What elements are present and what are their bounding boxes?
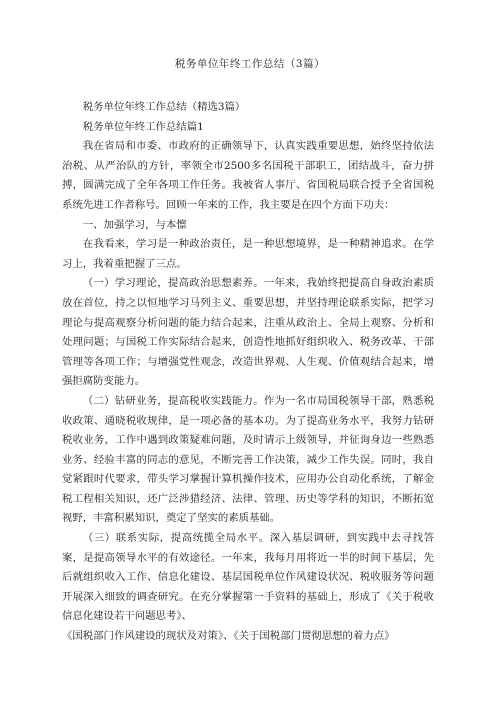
paragraph-intro: 我在省局和市委、市政府的正确领导下，认真实践重要思想，始终坚持依法治税、从严治队的方针，率领全市2500多名国税干部职工，团结战斗，奋力拼搏，圆满完成了全年各项工作任务。我被省人事厅、省国税局联合授予全省国税系统先进工作者称号。回顾一年来的工作，我主要是在四个方面下功夫： (62, 140, 434, 211)
paragraph-reports-line: 《国税部门作风建设的现状及对策》、《关于国税部门贯彻思想的着力点》 (62, 630, 395, 643)
article-heading: 税务单位年终工作总结篇1 (82, 120, 204, 133)
document-title: 税务单位年终工作总结（3篇） (174, 58, 326, 70)
document-subtitle: 税务单位年终工作总结（精选3篇） (82, 101, 246, 113)
paragraph-business: （二）钻研业务，提高税收实践能力。作为一名市局国税领导干部，熟悉税收政策、通晓税收规律，是一项必备的基本功。为了提高业务水平，我努力钻研税收业务，工作中遇到政策疑难问题，及时请示上级领导，并征询身边一些熟悉业务、经验丰富的同志的意见，不断完善工作决策，减少工作失误。同时，我自觉紧跟时代要求，带头学习掌握计算机操作技术，应用办公自动化系统，了解金税工程相关知识，还广泛涉猎经济、法律、管理、历史等学科的知识，不断拓宽视野，丰富积累知识，奠定了坚实的素质基础。 (62, 394, 434, 525)
paragraph-theory: （一）学习理论，提高政治思想素养。一年来，我始终把提高自身政治素质放在首位，持之以恒地学习马列主义、重要思想，并坚持理论联系实际，把学习理论与提高观察分析问题的能力结合起来，注重从政治上、全局上观察、分析和处理问题；与国税工作实际结合起来，创造性地抓好组织收入、税务改革、干部管理等各项工作；与增强党性观念，改造世界观、人生观、价值观结合起来，增强拒腐防变能力。 (62, 277, 434, 388)
paragraph-study-view: 在我看来，学习是一种政治责任，是一种思想境界，是一种精神追求。在学习上，我着重把握了三点。 (62, 238, 434, 270)
paragraph-practice: （三）联系实际，提高统揽全局水平。深入基层调研，到实践中去寻找答案，是提高领导水平的有效途径。一年来，我每月用将近一半的时间下基层，先后就组织收入工作、信息化建设、基层国税单位作风建设状况、税收服务等问题开展深入细致的调查研究。在充分掌握第一手资料的基础上，形成了《关于税收信息化建设若干问题思考》、 (62, 532, 434, 623)
section-heading-1: 一、加强学习，与本懔 (82, 218, 187, 231)
document-body (62, 98, 434, 647)
